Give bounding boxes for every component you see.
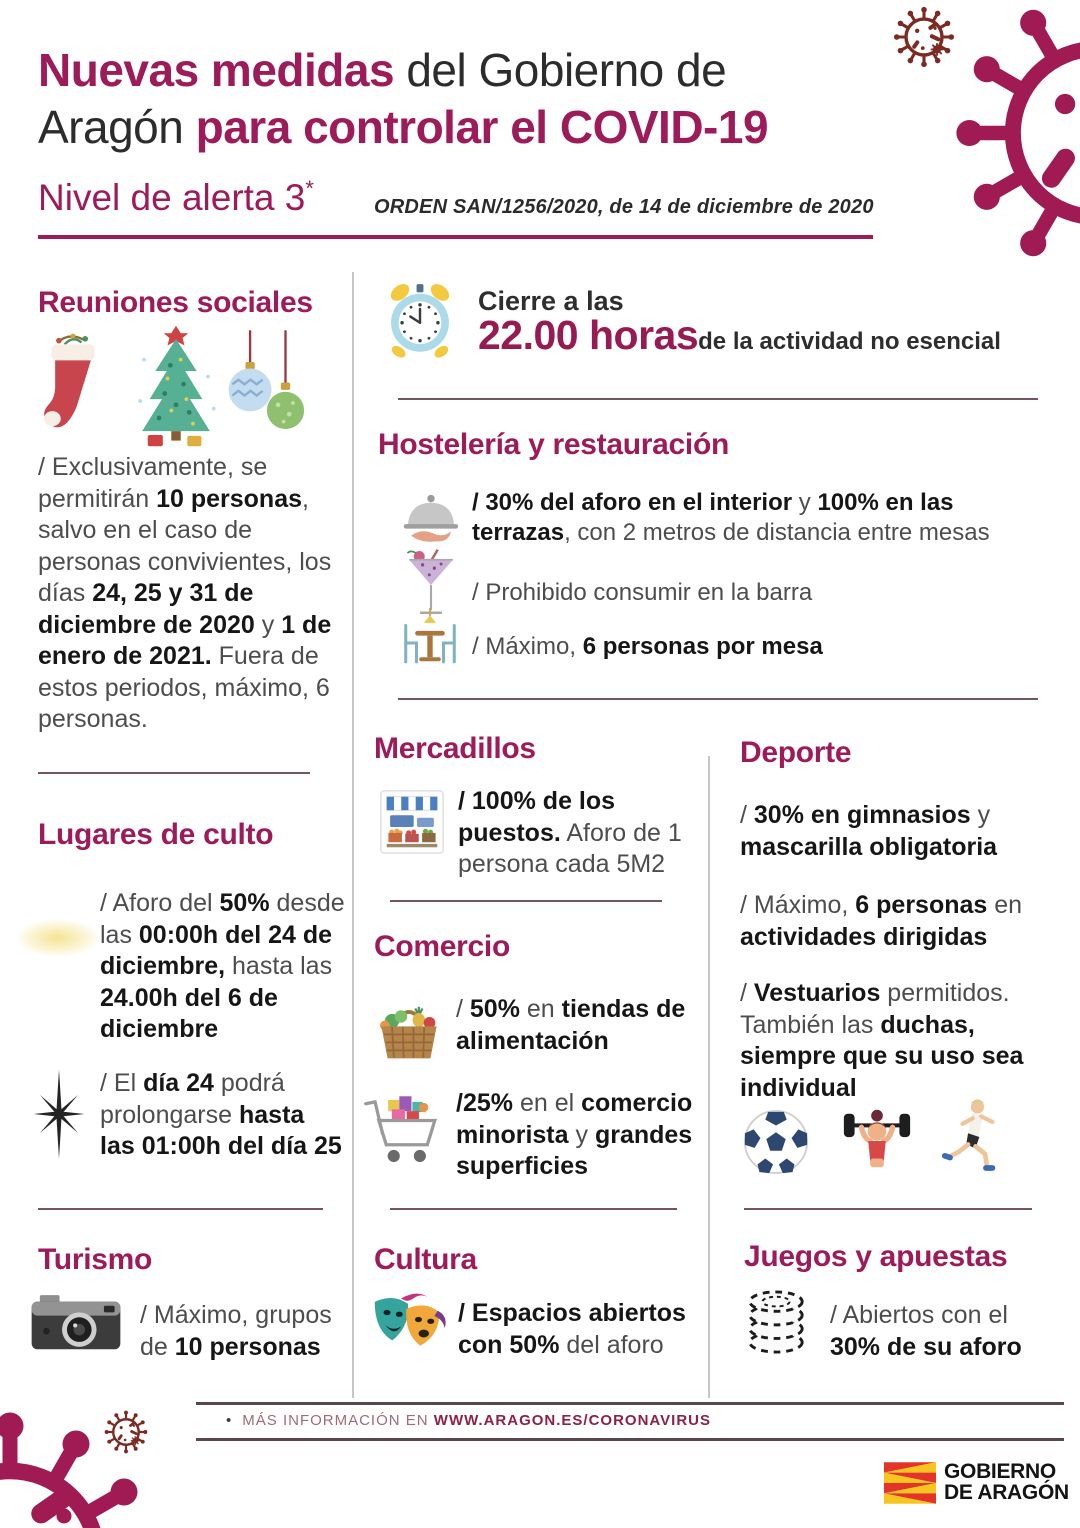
text-segment: 6 personas — [855, 891, 988, 919]
candle-glow-icon — [18, 920, 98, 956]
divider-juegos — [744, 1208, 1032, 1210]
divider-turismo — [38, 1208, 323, 1210]
shopping-cart-icon — [362, 1088, 446, 1168]
section-heading-turismo: Turismo — [38, 1243, 153, 1276]
divider-reuniones — [38, 772, 310, 774]
reuniones-text — [38, 452, 336, 736]
section-heading-deporte: Deporte — [740, 736, 852, 769]
footer-info-plain: MÁS INFORMACIÓN EN — [242, 1412, 434, 1429]
culto-item-2 — [100, 1068, 345, 1163]
text-segment: y — [970, 801, 991, 829]
closing-line2 — [478, 312, 1001, 359]
text-segment: / El — [100, 1069, 144, 1097]
text-segment: / Máximo, grupos de — [140, 1301, 332, 1361]
title-divider — [38, 235, 873, 239]
text-segment: 25% — [462, 1089, 513, 1117]
comercio-item-2 — [456, 1088, 706, 1183]
text-segment: / — [740, 979, 754, 1007]
logo-line1: GOBIERNO — [944, 1460, 1056, 1483]
page-title-line1 — [38, 42, 726, 99]
text-segment: permitidos. También las — [740, 979, 1010, 1039]
column-divider-left — [352, 272, 354, 1398]
section-heading-juegos: Juegos y apuestas — [744, 1240, 1008, 1273]
text-segment: / Aforo del — [100, 889, 220, 917]
text-segment: grandes superficies — [456, 1120, 693, 1180]
hosteleria-item-3 — [472, 632, 1032, 662]
text-segment: en — [987, 891, 1023, 919]
text-segment: y — [568, 1120, 595, 1149]
title-rest: del Gobierno de — [394, 44, 727, 96]
deporte-item-2 — [740, 890, 1045, 953]
text-segment: / Abiertos con el — [830, 1301, 1008, 1329]
christmas-baubles-icon — [224, 330, 306, 448]
soccer-ball-icon — [742, 1108, 810, 1176]
text-segment: 6 personas por mesa — [582, 633, 823, 660]
section-heading-mercadillos: Mercadillos — [374, 732, 536, 765]
text-segment: / Prohibido consumir en la barra — [472, 579, 813, 606]
cultura-text — [458, 1298, 693, 1361]
text-segment: / — [740, 801, 754, 829]
alert-level — [38, 176, 314, 219]
text-segment: Aforo de 1 persona cada 5M2 — [458, 818, 682, 878]
text-segment: 10 personas — [174, 1332, 321, 1361]
hosteleria-item-2 — [472, 578, 1032, 608]
footer-info — [226, 1412, 711, 1429]
logo-line2: DE ARAGÓN — [944, 1480, 1069, 1504]
text-segment: 50% — [219, 889, 270, 917]
poker-chips-icon — [744, 1286, 808, 1356]
table-and-chairs-icon — [396, 608, 464, 670]
text-segment: 30% en gimnasios — [753, 801, 971, 829]
divider-cierre — [398, 398, 1038, 400]
alert-asterisk: * — [305, 176, 314, 201]
runner-icon — [938, 1096, 1000, 1178]
text-segment: , salvo en el caso de personas convivientes, los días — [38, 484, 332, 607]
text-segment: / — [458, 787, 472, 815]
text-segment: 24, 25 y 31 de diciembre de 2020 — [38, 579, 255, 639]
christmas-stocking-icon — [42, 330, 104, 434]
text-segment: comercio minorista — [456, 1089, 693, 1149]
theater-masks-icon — [366, 1288, 450, 1358]
text-segment: 100% en las terrazas — [472, 489, 954, 546]
divider-mercadillos — [390, 900, 662, 902]
order-reference: ORDEN SAN/1256/2020, de 14 de diciembre de 2020 — [374, 196, 874, 218]
text-segment: 24.00h del 6 de diciembre — [100, 983, 278, 1043]
culto-item-1 — [100, 888, 348, 1046]
footer-info-url[interactable]: WWW.ARAGON.ES/CORONAVIRUS — [433, 1412, 711, 1429]
text-segment: / — [456, 1089, 463, 1117]
virus-icon-small-top — [893, 6, 955, 68]
text-segment: Espacios abiertos con 50% — [458, 1299, 686, 1359]
market-stall-icon — [380, 790, 444, 854]
title-accent: Nuevas medidas — [38, 44, 395, 96]
text-segment: , con 2 metros de distancia entre mesas — [564, 519, 990, 546]
section-heading-reuniones: Reuniones sociales — [38, 286, 313, 319]
text-segment: 10 personas — [156, 484, 303, 513]
text-segment: hasta las 01:00h del día 25 — [100, 1100, 342, 1160]
text-segment: / 30% del aforo en el interior — [472, 489, 793, 516]
title-accent2: para controlar el COVID-19 — [195, 101, 769, 153]
text-segment: 50% — [469, 995, 520, 1023]
christmas-tree-icon — [126, 322, 226, 450]
text-segment: en el — [513, 1089, 582, 1117]
section-heading-comercio: Comercio — [374, 930, 510, 963]
text-segment: Fuera de estos periodos, máximo, 6 personas. — [38, 642, 330, 733]
text-segment: 30% de su aforo — [830, 1332, 1022, 1361]
divider-hosteleria — [398, 698, 1038, 700]
text-segment: en — [519, 995, 562, 1023]
alert-level-text: Nivel de alerta 3 — [38, 177, 306, 218]
text-segment: duchas, siempre que su uso sea individual — [740, 1010, 1024, 1102]
section-heading-culto: Lugares de culto — [38, 818, 274, 851]
text-segment: podrá prolongarse — [100, 1069, 285, 1129]
closing-time: 22.00 horas — [478, 312, 699, 358]
text-segment: del aforo — [559, 1330, 664, 1359]
gobierno-aragon-logo-text — [944, 1462, 1069, 1503]
column-divider-right — [708, 756, 710, 1398]
turismo-text — [140, 1300, 335, 1363]
serving-cloche-icon — [398, 490, 464, 545]
text-segment: / Máximo, — [740, 891, 856, 919]
text-segment: / Máximo, — [472, 633, 583, 660]
mercadillos-text — [458, 786, 682, 881]
divider-cultura — [390, 1208, 677, 1210]
section-heading-hosteleria: Hostelería y restauración — [378, 428, 729, 461]
alarm-clock-icon — [382, 280, 458, 360]
section-heading-cultura: Cultura — [374, 1243, 477, 1276]
text-segment: desde las — [100, 889, 345, 949]
closing-intro: Cierre a las — [478, 286, 624, 316]
text-segment: y — [792, 489, 818, 516]
text-segment: 100% de los puestos. — [458, 787, 616, 847]
hosteleria-item-1 — [472, 488, 1046, 548]
grocery-basket-icon — [374, 996, 444, 1062]
text-segment: / Exclusivamente, se permitirán — [38, 453, 268, 513]
closing-tail: de la actividad no esencial — [698, 328, 1001, 355]
comercio-item-1 — [456, 994, 701, 1057]
text-segment: mascarilla obligatoria — [740, 832, 998, 861]
bullet-icon: • — [226, 1412, 233, 1429]
deporte-item-1 — [740, 800, 1045, 863]
virus-icon-large-top — [952, 0, 1080, 278]
text-segment: hasta las — [225, 952, 333, 980]
weightlifter-icon — [838, 1102, 916, 1178]
title-plain: Aragón — [38, 101, 196, 153]
deporte-item-3 — [740, 978, 1052, 1104]
aragon-flag-logo — [884, 1462, 936, 1504]
bethlehem-star-icon — [28, 1066, 90, 1162]
text-segment: actividades dirigidas — [740, 922, 988, 951]
text-segment: tiendas de alimentación — [456, 995, 686, 1055]
footer-divider-top — [196, 1402, 1064, 1405]
page-title-line2 — [38, 99, 768, 156]
text-segment: 1 de enero de 2021. — [38, 610, 332, 670]
juegos-text — [830, 1300, 1050, 1363]
text-segment: 00:00h del 24 de diciembre, — [100, 920, 333, 980]
footer-divider-bottom — [196, 1438, 1064, 1441]
text-segment: / — [456, 995, 470, 1023]
virus-icon-small-bottom — [104, 1410, 148, 1454]
text-segment: y — [254, 610, 282, 639]
text-segment: día 24 — [143, 1069, 214, 1097]
text-segment: / — [458, 1299, 472, 1327]
text-segment: Vestuarios — [753, 979, 881, 1007]
camera-icon — [30, 1293, 122, 1353]
